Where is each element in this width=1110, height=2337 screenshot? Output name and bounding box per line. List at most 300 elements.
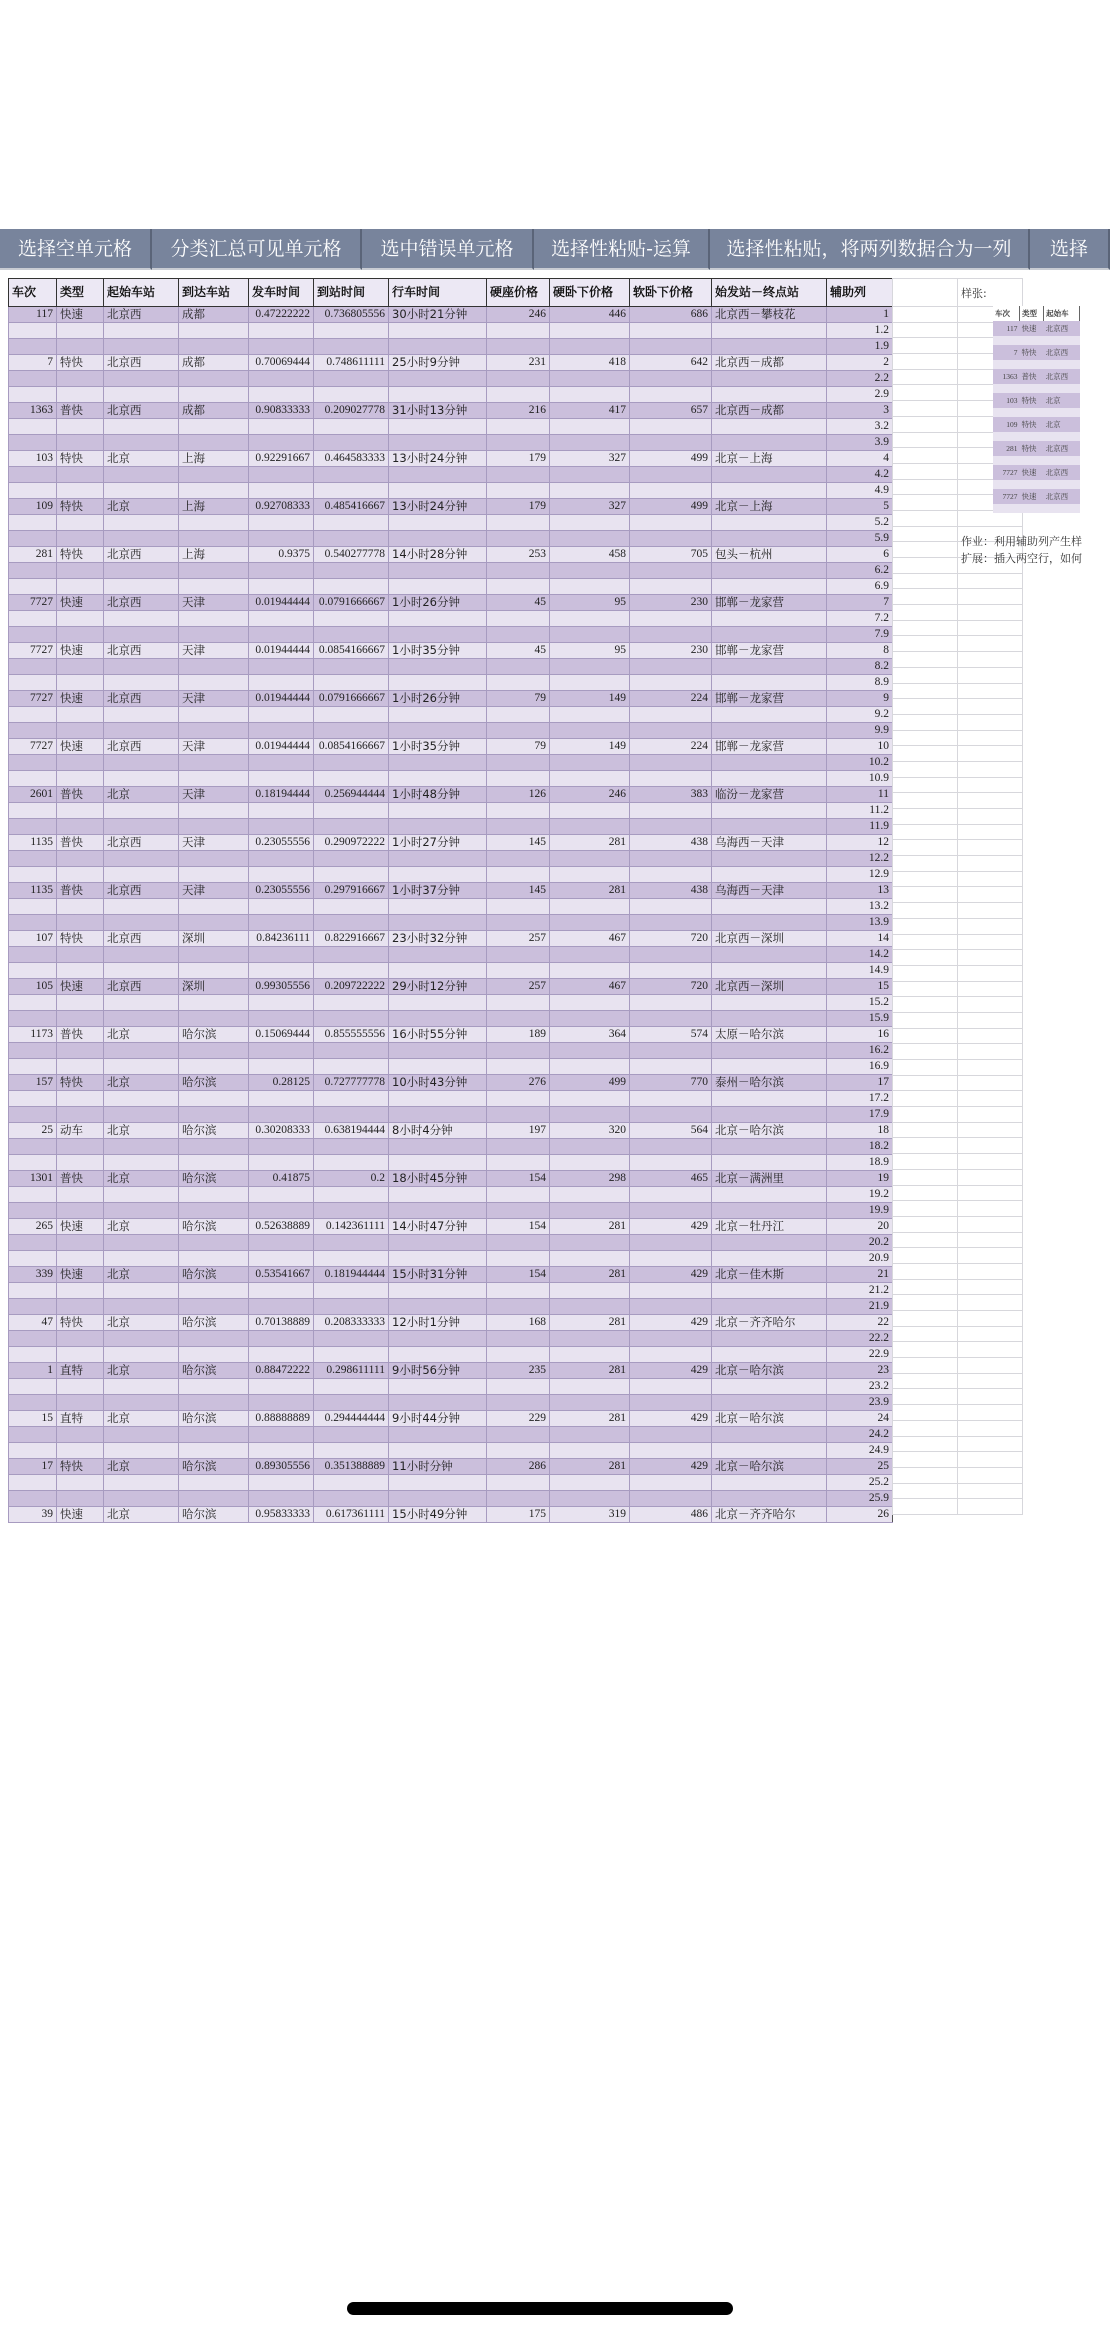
cell-aux[interactable]: 3.2 (827, 419, 893, 435)
cell-route[interactable] (712, 467, 827, 483)
cell-dep[interactable] (249, 1235, 314, 1251)
cell-soft[interactable] (630, 899, 712, 915)
cell-to[interactable] (179, 755, 249, 771)
cell-type[interactable] (57, 1475, 104, 1491)
cell-dep[interactable] (249, 1091, 314, 1107)
cell-route[interactable]: 乌海西－天津 (712, 883, 827, 899)
cell-hard[interactable] (550, 819, 630, 835)
cell-to[interactable] (179, 867, 249, 883)
cell-seat[interactable] (487, 1443, 550, 1459)
cell-to[interactable] (179, 1299, 249, 1315)
cell-arr[interactable] (314, 819, 389, 835)
cell-to[interactable] (179, 771, 249, 787)
cell-dep[interactable] (249, 659, 314, 675)
cell-route[interactable] (712, 1427, 827, 1443)
empty-cell[interactable] (893, 589, 958, 605)
cell-soft[interactable] (630, 1475, 712, 1491)
cell-hard[interactable] (550, 947, 630, 963)
cell-from[interactable]: 北京 (104, 1171, 179, 1187)
cell-dur[interactable]: 18小时45分钟 (389, 1171, 487, 1187)
cell-soft[interactable]: 438 (630, 883, 712, 899)
cell-aux[interactable]: 14.9 (827, 963, 893, 979)
empty-cell[interactable] (893, 1169, 958, 1185)
empty-cell[interactable] (893, 887, 958, 903)
cell-from[interactable] (104, 1299, 179, 1315)
empty-cell[interactable] (958, 1405, 1023, 1421)
cell-aux[interactable]: 7 (827, 595, 893, 611)
cell-aux[interactable]: 5.2 (827, 515, 893, 531)
cell-aux[interactable]: 16 (827, 1027, 893, 1043)
cell-aux[interactable]: 18.2 (827, 1139, 893, 1155)
cell-dep[interactable] (249, 1443, 314, 1459)
cell-arr[interactable] (314, 1155, 389, 1171)
cell-type[interactable] (57, 867, 104, 883)
cell-dur[interactable] (389, 371, 487, 387)
cell-from[interactable] (104, 723, 179, 739)
cell-from[interactable] (104, 323, 179, 339)
cell-soft[interactable] (630, 1043, 712, 1059)
cell-dep[interactable] (249, 1139, 314, 1155)
cell-dur[interactable] (389, 1187, 487, 1203)
home-indicator[interactable] (347, 2302, 733, 2315)
cell-dur[interactable]: 31小时13分钟 (389, 403, 487, 419)
cell-from[interactable] (104, 1283, 179, 1299)
cell-hard[interactable]: 446 (550, 307, 630, 323)
cell-soft[interactable] (630, 1427, 712, 1443)
cell-dep[interactable] (249, 1347, 314, 1363)
empty-cell[interactable] (958, 1201, 1023, 1217)
cell-hard[interactable] (550, 1331, 630, 1347)
cell-to[interactable] (179, 899, 249, 915)
cell-hard[interactable] (550, 1283, 630, 1299)
cell-route[interactable] (712, 755, 827, 771)
cell-aux[interactable]: 2 (827, 355, 893, 371)
cell-seat[interactable] (487, 1011, 550, 1027)
cell-from[interactable] (104, 659, 179, 675)
cell-no[interactable] (9, 1379, 57, 1395)
cell-route[interactable] (712, 723, 827, 739)
cell-hard[interactable] (550, 1491, 630, 1507)
cell-seat[interactable]: 231 (487, 355, 550, 371)
cell-route[interactable] (712, 803, 827, 819)
cell-no[interactable] (9, 659, 57, 675)
cell-dep[interactable] (249, 1043, 314, 1059)
cell-type[interactable] (57, 899, 104, 915)
cell-arr[interactable] (314, 771, 389, 787)
cell-dep[interactable] (249, 323, 314, 339)
cell-from[interactable] (104, 899, 179, 915)
cell-hard[interactable]: 281 (550, 1459, 630, 1475)
cell-hard[interactable] (550, 339, 630, 355)
cell-arr[interactable] (314, 803, 389, 819)
cell-seat[interactable]: 276 (487, 1075, 550, 1091)
cell-dur[interactable]: 9小时44分钟 (389, 1411, 487, 1427)
cell-soft[interactable] (630, 1059, 712, 1075)
cell-dep[interactable] (249, 1427, 314, 1443)
cell-to[interactable]: 哈尔滨 (179, 1267, 249, 1283)
cell-dur[interactable] (389, 1491, 487, 1507)
cell-arr[interactable] (314, 1091, 389, 1107)
cell-soft[interactable] (630, 915, 712, 931)
cell-arr[interactable] (314, 467, 389, 483)
cell-hard[interactable]: 327 (550, 499, 630, 515)
cell-dur[interactable] (389, 563, 487, 579)
cell-seat[interactable] (487, 963, 550, 979)
empty-cell[interactable] (893, 1263, 958, 1279)
cell-no[interactable]: 7727 (9, 739, 57, 755)
empty-cell[interactable] (958, 1373, 1023, 1389)
cell-dur[interactable]: 11小时分钟 (389, 1459, 487, 1475)
cell-seat[interactable] (487, 1251, 550, 1267)
cell-dep[interactable]: 0.99305556 (249, 979, 314, 995)
header-cell[interactable]: 始发站－终点站 (712, 279, 827, 307)
cell-no[interactable]: 1173 (9, 1027, 57, 1043)
cell-dur[interactable] (389, 627, 487, 643)
cell-hard[interactable] (550, 579, 630, 595)
cell-route[interactable]: 北京－牡丹江 (712, 1219, 827, 1235)
empty-cell[interactable] (893, 746, 958, 762)
cell-seat[interactable] (487, 1331, 550, 1347)
cell-from[interactable] (104, 675, 179, 691)
cell-route[interactable]: 太原－哈尔滨 (712, 1027, 827, 1043)
cell-arr[interactable] (314, 1491, 389, 1507)
cell-dep[interactable] (249, 867, 314, 883)
cell-aux[interactable]: 20.9 (827, 1251, 893, 1267)
cell-dur[interactable] (389, 1283, 487, 1299)
empty-cell[interactable] (958, 1499, 1023, 1515)
cell-arr[interactable] (314, 1379, 389, 1395)
cell-arr[interactable] (314, 915, 389, 931)
cell-type[interactable]: 直特 (57, 1411, 104, 1427)
cell-soft[interactable] (630, 1203, 712, 1219)
cell-seat[interactable] (487, 1395, 550, 1411)
cell-aux[interactable]: 2.2 (827, 371, 893, 387)
cell-to[interactable] (179, 1203, 249, 1219)
cell-dep[interactable] (249, 995, 314, 1011)
cell-route[interactable] (712, 1235, 827, 1251)
cell-dur[interactable]: 1小时27分钟 (389, 835, 487, 851)
cell-dur[interactable] (389, 675, 487, 691)
empty-cell[interactable] (893, 714, 958, 730)
cell-route[interactable]: 临汾－龙家营 (712, 787, 827, 803)
cell-from[interactable] (104, 1155, 179, 1171)
cell-from[interactable]: 北京西 (104, 355, 179, 371)
cell-route[interactable] (712, 707, 827, 723)
cell-type[interactable] (57, 915, 104, 931)
cell-aux[interactable]: 7.9 (827, 627, 893, 643)
cell-dur[interactable] (389, 531, 487, 547)
cell-from[interactable] (104, 803, 179, 819)
cell-no[interactable] (9, 819, 57, 835)
cell-type[interactable] (57, 1235, 104, 1251)
cell-dep[interactable]: 0.92708333 (249, 499, 314, 515)
cell-dep[interactable] (249, 563, 314, 579)
cell-seat[interactable] (487, 1107, 550, 1123)
empty-cell[interactable] (958, 714, 1023, 730)
cell-arr[interactable] (314, 323, 389, 339)
empty-cell[interactable] (958, 840, 1023, 856)
cell-seat[interactable] (487, 1379, 550, 1395)
empty-cell[interactable] (893, 1467, 958, 1483)
empty-cell[interactable] (893, 401, 958, 417)
cell-seat[interactable] (487, 819, 550, 835)
empty-cell[interactable] (958, 1216, 1023, 1232)
cell-to[interactable] (179, 579, 249, 595)
cell-to[interactable]: 哈尔滨 (179, 1123, 249, 1139)
cell-hard[interactable] (550, 1299, 630, 1315)
empty-cell[interactable] (893, 307, 958, 323)
cell-to[interactable]: 哈尔滨 (179, 1315, 249, 1331)
cell-route[interactable] (712, 1107, 827, 1123)
empty-cell[interactable] (958, 1452, 1023, 1468)
cell-route[interactable]: 北京西－成都 (712, 355, 827, 371)
cell-from[interactable] (104, 1203, 179, 1219)
cell-seat[interactable]: 257 (487, 931, 550, 947)
cell-hard[interactable] (550, 771, 630, 787)
cell-from[interactable]: 北京西 (104, 691, 179, 707)
cell-soft[interactable]: 383 (630, 787, 712, 803)
cell-type[interactable] (57, 1107, 104, 1123)
cell-seat[interactable] (487, 867, 550, 883)
cell-seat[interactable] (487, 611, 550, 627)
cell-from[interactable]: 北京 (104, 451, 179, 467)
cell-no[interactable]: 117 (9, 307, 57, 323)
empty-cell[interactable] (893, 840, 958, 856)
empty-cell[interactable] (893, 1232, 958, 1248)
cell-dep[interactable]: 0.01944444 (249, 691, 314, 707)
cell-seat[interactable] (487, 915, 550, 931)
cell-arr[interactable] (314, 1107, 389, 1123)
cell-soft[interactable] (630, 323, 712, 339)
cell-dep[interactable] (249, 819, 314, 835)
cell-aux[interactable]: 21 (827, 1267, 893, 1283)
cell-route[interactable] (712, 1203, 827, 1219)
empty-cell[interactable] (893, 1028, 958, 1044)
cell-hard[interactable] (550, 1235, 630, 1251)
cell-dep[interactable] (249, 1395, 314, 1411)
cell-arr[interactable] (314, 707, 389, 723)
cell-type[interactable]: 快速 (57, 979, 104, 995)
cell-seat[interactable] (487, 755, 550, 771)
cell-dur[interactable]: 8小时4分钟 (389, 1123, 487, 1139)
cell-seat[interactable] (487, 995, 550, 1011)
cell-type[interactable]: 特快 (57, 931, 104, 947)
cell-hard[interactable] (550, 627, 630, 643)
cell-aux[interactable]: 10 (827, 739, 893, 755)
cell-aux[interactable]: 23.9 (827, 1395, 893, 1411)
cell-soft[interactable] (630, 1107, 712, 1123)
cell-hard[interactable] (550, 1011, 630, 1027)
cell-dur[interactable] (389, 419, 487, 435)
cell-seat[interactable] (487, 771, 550, 787)
cell-arr[interactable]: 0.0791666667 (314, 595, 389, 611)
cell-arr[interactable] (314, 1331, 389, 1347)
cell-seat[interactable] (487, 1059, 550, 1075)
cell-soft[interactable] (630, 339, 712, 355)
cell-soft[interactable] (630, 1299, 712, 1315)
cell-from[interactable] (104, 1395, 179, 1411)
cell-no[interactable]: 1301 (9, 1171, 57, 1187)
cell-arr[interactable] (314, 1187, 389, 1203)
cell-from[interactable] (104, 995, 179, 1011)
header-cell[interactable]: 辅助列 (827, 279, 893, 307)
cell-soft[interactable] (630, 707, 712, 723)
empty-cell[interactable] (893, 1436, 958, 1452)
cell-route[interactable] (712, 563, 827, 579)
cell-arr[interactable]: 0.822916667 (314, 931, 389, 947)
cell-dep[interactable] (249, 467, 314, 483)
cell-type[interactable] (57, 1347, 104, 1363)
cell-dur[interactable]: 16小时55分钟 (389, 1027, 487, 1043)
empty-cell[interactable] (958, 1467, 1023, 1483)
cell-seat[interactable] (487, 723, 550, 739)
empty-cell[interactable] (893, 1107, 958, 1123)
cell-soft[interactable] (630, 1331, 712, 1347)
cell-type[interactable] (57, 515, 104, 531)
cell-no[interactable] (9, 1427, 57, 1443)
cell-hard[interactable] (550, 1427, 630, 1443)
cell-seat[interactable]: 45 (487, 595, 550, 611)
cell-arr[interactable] (314, 1251, 389, 1267)
cell-seat[interactable] (487, 1491, 550, 1507)
cell-dur[interactable] (389, 1427, 487, 1443)
cell-dep[interactable]: 0.01944444 (249, 643, 314, 659)
empty-cell[interactable] (893, 1326, 958, 1342)
cell-soft[interactable] (630, 435, 712, 451)
cell-from[interactable]: 北京西 (104, 835, 179, 851)
cell-to[interactable]: 天津 (179, 835, 249, 851)
cell-soft[interactable] (630, 611, 712, 627)
cell-type[interactable] (57, 771, 104, 787)
cell-seat[interactable]: 197 (487, 1123, 550, 1139)
cell-no[interactable] (9, 1475, 57, 1491)
cell-seat[interactable]: 257 (487, 979, 550, 995)
cell-route[interactable] (712, 659, 827, 675)
cell-type[interactable] (57, 1251, 104, 1267)
cell-arr[interactable]: 0.2 (314, 1171, 389, 1187)
cell-from[interactable] (104, 1043, 179, 1059)
cell-type[interactable] (57, 563, 104, 579)
empty-cell[interactable] (893, 1201, 958, 1217)
cell-aux[interactable]: 15.9 (827, 1011, 893, 1027)
cell-to[interactable] (179, 611, 249, 627)
empty-cell[interactable] (958, 730, 1023, 746)
cell-soft[interactable]: 429 (630, 1267, 712, 1283)
cell-dep[interactable]: 0.52638889 (249, 1219, 314, 1235)
empty-cell[interactable] (893, 1216, 958, 1232)
cell-arr[interactable] (314, 371, 389, 387)
cell-route[interactable]: 北京西－深圳 (712, 979, 827, 995)
cell-to[interactable] (179, 435, 249, 451)
cell-from[interactable] (104, 579, 179, 595)
cell-type[interactable] (57, 947, 104, 963)
header-cell[interactable]: 软卧下价格 (630, 279, 712, 307)
empty-cell[interactable] (958, 1342, 1023, 1358)
cell-to[interactable] (179, 563, 249, 579)
cell-seat[interactable] (487, 323, 550, 339)
cell-dur[interactable] (389, 755, 487, 771)
cell-hard[interactable] (550, 723, 630, 739)
cell-arr[interactable]: 0.209722222 (314, 979, 389, 995)
cell-arr[interactable] (314, 531, 389, 547)
cell-route[interactable]: 邯郸－龙家营 (712, 643, 827, 659)
cell-no[interactable] (9, 387, 57, 403)
empty-cell[interactable] (893, 279, 958, 307)
cell-aux[interactable]: 12.2 (827, 851, 893, 867)
cell-type[interactable] (57, 467, 104, 483)
cell-soft[interactable]: 642 (630, 355, 712, 371)
cell-route[interactable]: 乌海西－天津 (712, 835, 827, 851)
cell-seat[interactable]: 253 (487, 547, 550, 563)
cell-hard[interactable] (550, 1139, 630, 1155)
cell-arr[interactable]: 0.638194444 (314, 1123, 389, 1139)
empty-cell[interactable] (893, 652, 958, 668)
cell-type[interactable] (57, 579, 104, 595)
cell-from[interactable] (104, 1331, 179, 1347)
cell-dep[interactable] (249, 1107, 314, 1123)
cell-arr[interactable]: 0.485416667 (314, 499, 389, 515)
cell-dur[interactable]: 25小时9分钟 (389, 355, 487, 371)
cell-type[interactable]: 普快 (57, 835, 104, 851)
cell-route[interactable] (712, 1331, 827, 1347)
empty-cell[interactable] (958, 652, 1023, 668)
cell-hard[interactable] (550, 851, 630, 867)
cell-seat[interactable] (487, 531, 550, 547)
cell-no[interactable] (9, 515, 57, 531)
empty-cell[interactable] (893, 573, 958, 589)
cell-from[interactable]: 北京西 (104, 547, 179, 563)
empty-cell[interactable] (893, 605, 958, 621)
cell-arr[interactable] (314, 515, 389, 531)
cell-from[interactable]: 北京 (104, 1219, 179, 1235)
cell-aux[interactable]: 4.9 (827, 483, 893, 499)
cell-type[interactable] (57, 755, 104, 771)
cell-aux[interactable]: 5.9 (827, 531, 893, 547)
cell-hard[interactable] (550, 1475, 630, 1491)
empty-cell[interactable] (893, 1185, 958, 1201)
cell-dep[interactable] (249, 755, 314, 771)
cell-seat[interactable] (487, 579, 550, 595)
cell-no[interactable] (9, 627, 57, 643)
cell-seat[interactable] (487, 1283, 550, 1299)
cell-to[interactable]: 天津 (179, 643, 249, 659)
empty-cell[interactable] (958, 1311, 1023, 1327)
cell-from[interactable] (104, 1427, 179, 1443)
cell-arr[interactable] (314, 1427, 389, 1443)
header-cell[interactable]: 类型 (57, 279, 104, 307)
cell-aux[interactable]: 6 (827, 547, 893, 563)
cell-dur[interactable]: 12小时1分钟 (389, 1315, 487, 1331)
cell-route[interactable] (712, 851, 827, 867)
cell-soft[interactable] (630, 659, 712, 675)
cell-from[interactable] (104, 435, 179, 451)
cell-route[interactable]: 北京－哈尔滨 (712, 1459, 827, 1475)
cell-from[interactable] (104, 1011, 179, 1027)
cell-dep[interactable] (249, 435, 314, 451)
cell-soft[interactable] (630, 995, 712, 1011)
cell-soft[interactable] (630, 483, 712, 499)
empty-cell[interactable] (893, 510, 958, 526)
cell-seat[interactable]: 286 (487, 1459, 550, 1475)
cell-dep[interactable] (249, 1187, 314, 1203)
cell-seat[interactable] (487, 419, 550, 435)
cell-hard[interactable] (550, 675, 630, 691)
cell-to[interactable] (179, 1043, 249, 1059)
empty-cell[interactable] (958, 871, 1023, 887)
cell-seat[interactable] (487, 803, 550, 819)
empty-cell[interactable] (958, 746, 1023, 762)
cell-seat[interactable] (487, 563, 550, 579)
